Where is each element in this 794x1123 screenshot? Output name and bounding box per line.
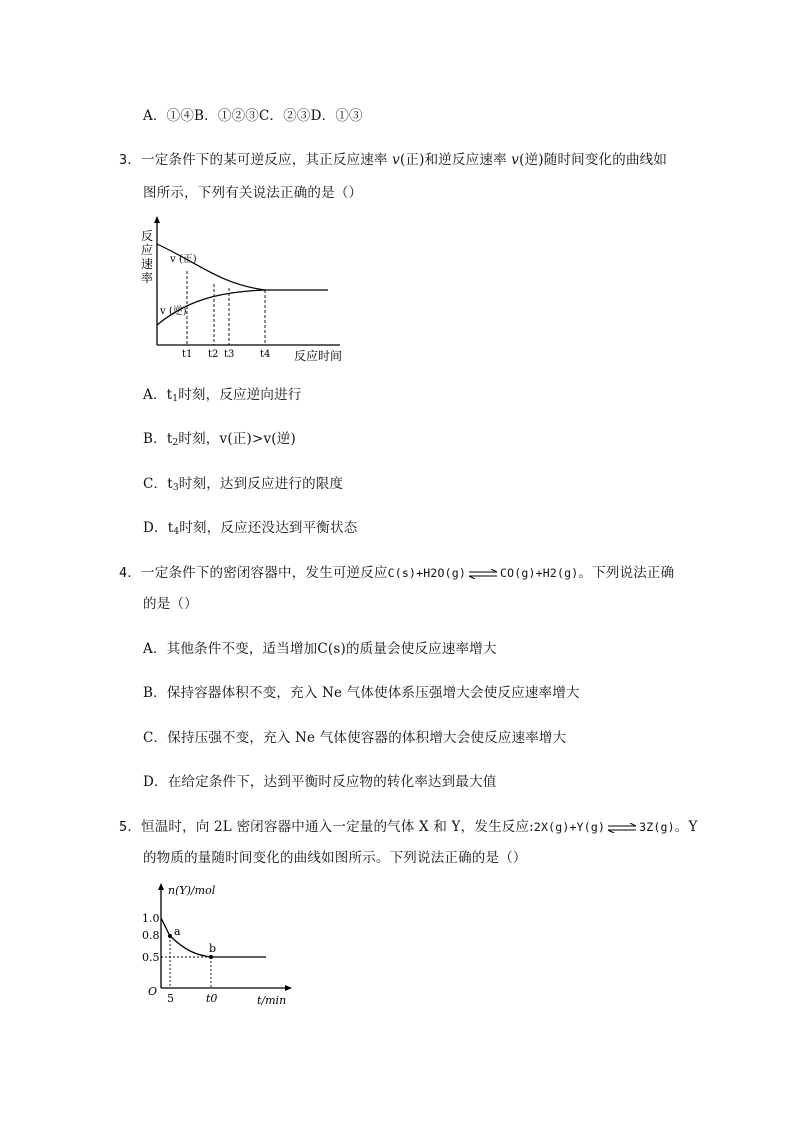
q3-stem-line1: 3．一定条件下的某可逆反应，其正反应速率 v(正)和逆反应速率 v(逆)随时间变化的曲线如 — [119, 152, 668, 168]
q5-reaction-right: 3Z(g) — [639, 820, 675, 834]
q4-option-d: D．在给定条件下，达到平衡时反应物的转化率达到最大值 — [143, 774, 497, 790]
q4-reaction-left: C(s)+H2O(g) — [387, 566, 467, 580]
q3-number: 3． — [119, 152, 142, 168]
q3-option-d: D．$t_4$时刻，反应还没达到平衡状态 — [143, 520, 358, 537]
q3-reverse-label: v (逆) — [160, 306, 187, 317]
q3-option-c: C．$t_3$时刻，达到反应进行的限度 — [143, 476, 344, 493]
q4-option-c: C．保持压强不变，充入 Ne 气体使容器的体积增大会使反应速率增大 — [143, 730, 567, 746]
q3-option-a: A．$t_1$时刻，反应逆向进行 — [143, 387, 302, 404]
equilibrium-arrow-icon — [607, 823, 637, 833]
q5-ytick: 0.8 — [142, 929, 160, 942]
q3-xlabel: 反应时间 — [294, 349, 343, 363]
q5-point-a-label: a — [174, 925, 181, 938]
equilibrium-arrow-icon — [468, 569, 498, 579]
q4-stem-line1: 4．一定条件下的密闭容器中，发生可逆反应C(s)+H2O(g) CO(g)+H2(g)。下列说法正确 — [119, 565, 675, 581]
q3-stem-line2: 图所示，下列有关说法正确的是（） — [143, 185, 363, 201]
q5-ylabel: n(Y)/mol — [168, 884, 216, 897]
q3-option-b: B．$t_2$时刻，v(正)>v(逆) — [143, 431, 296, 448]
q3-ylabel-char: 速 — [141, 257, 154, 271]
q5-origin: O — [148, 985, 158, 998]
q3-tick-t1: t1 — [182, 349, 193, 360]
q3-tick-t3: t3 — [224, 349, 235, 360]
q3-rate-graph — [140, 214, 360, 366]
q4-option-b: B．保持容器体积不变，充入 Ne 气体使体系压强增大会使反应速率增大 — [143, 685, 580, 701]
q3-tick-t2: t2 — [208, 349, 219, 360]
q3-forward-label: v (正) — [170, 254, 197, 265]
q5-point-b-label: b — [209, 942, 217, 955]
q3-forward-curve — [157, 244, 265, 290]
q3-tick-t4: t4 — [260, 349, 271, 360]
q4-option-a: A．其他条件不变，适当增加C(s)的质量会使反应速率增大 — [143, 641, 497, 657]
q3-ylabel-char: 率 — [141, 271, 154, 285]
q5-point-b — [209, 955, 213, 959]
q5-stem-line1: 5．恒温时，向 2L 密闭容器中通入一定量的气体 X 和 Y，发生反应:2X(g)+Y(g) 3Z(g)。Y — [119, 819, 698, 835]
q5-reaction-left: 2X(g)+Y(g) — [533, 820, 606, 834]
q2-options: A．①④B．①②③C．②③D．①③ — [143, 108, 363, 124]
q3-ylabel-char: 应 — [141, 243, 154, 257]
q5-xtick: 5 — [167, 992, 174, 1005]
q5-amount-graph — [140, 880, 300, 1006]
q5-point-a — [168, 934, 172, 938]
q5-ytick: 1.0 — [142, 912, 160, 925]
q4-stem-line2: 的是（） — [143, 596, 198, 612]
q5-xlabel: t/min — [257, 994, 287, 1006]
q5-xtick: t0 — [206, 992, 218, 1005]
q4-reaction-right: CO(g)+H2(g) — [500, 566, 579, 580]
q5-stem-line2: 的物质的量随时间变化的曲线如图所示。下列说法正确的是（） — [143, 850, 527, 866]
q5-ytick: 0.5 — [142, 951, 160, 964]
q3-ylabel-char: 反 — [141, 229, 154, 243]
